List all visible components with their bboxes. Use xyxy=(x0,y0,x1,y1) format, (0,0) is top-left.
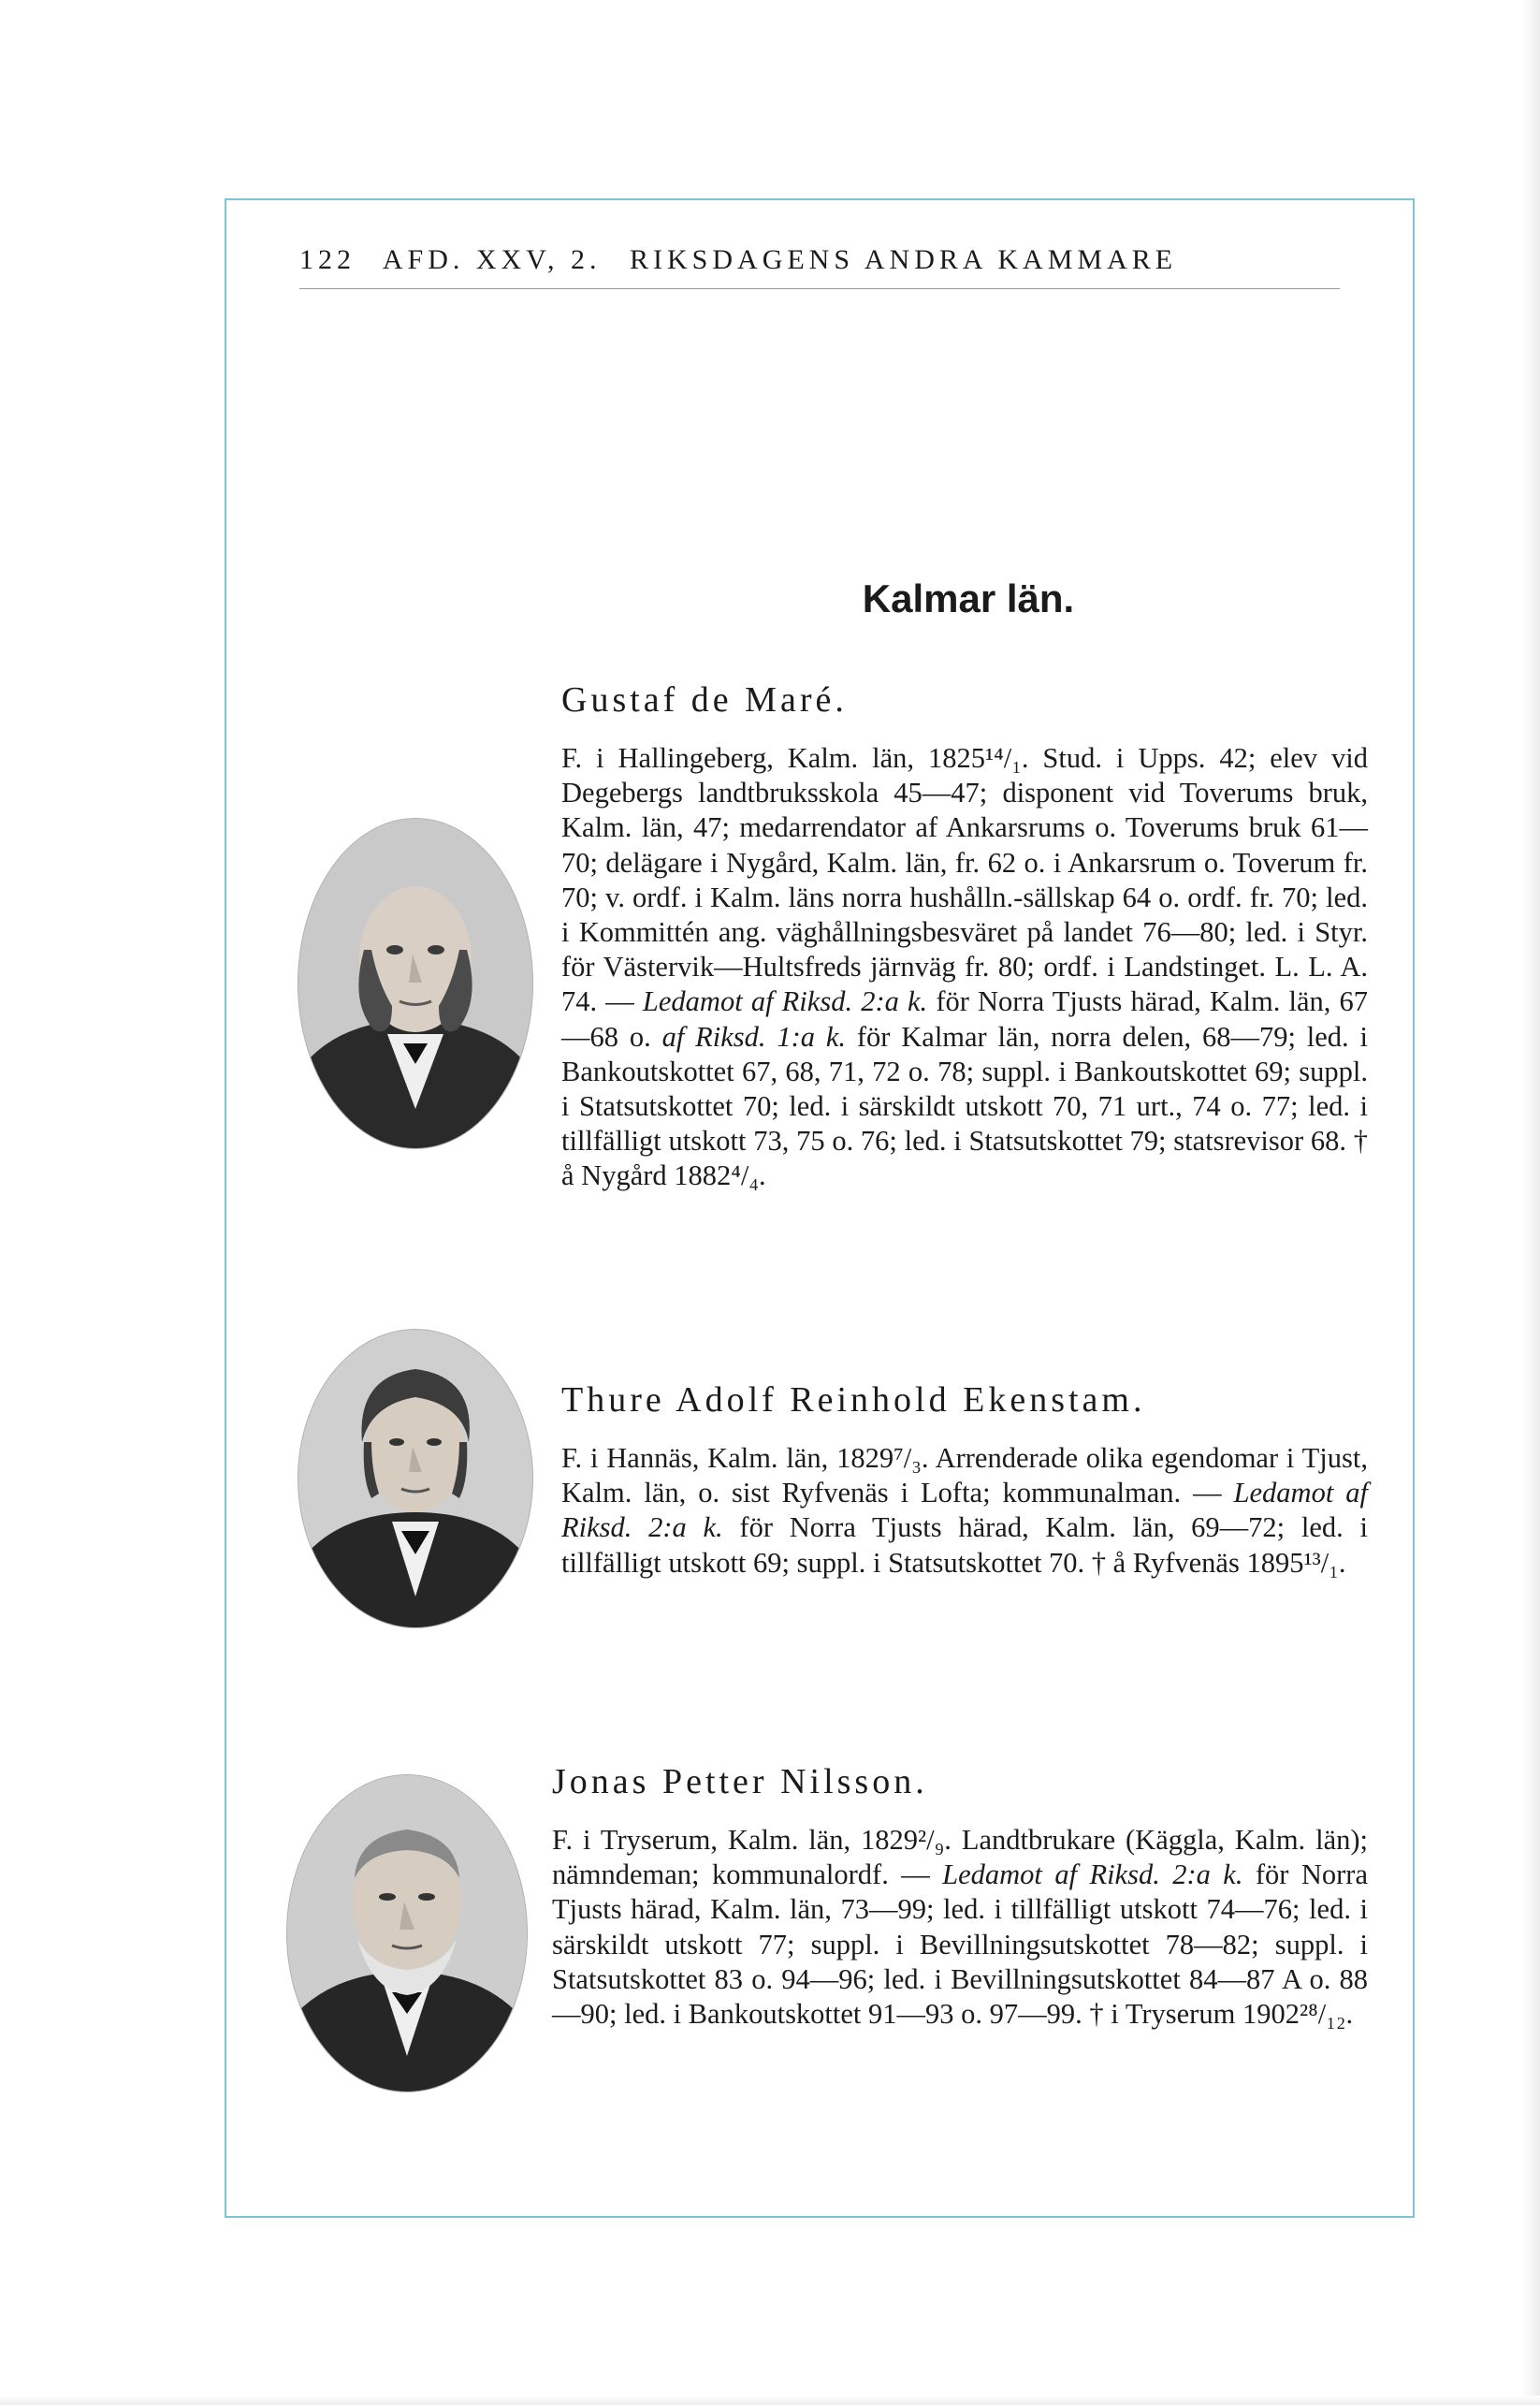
bio-text: för Norra Tjusts härad, Kalm. län, 73—99; led. i tillfälligt utskott 74—76; led. i särskildt utskott 77; suppl. i Bevillningsutskottet 78—82; suppl. i Statsutskottet 83 o. 94—96; led. i Bevillningsutskottet 84—87 A o. 88—90; led. i Bankoutskottet 91—93 o. 97—99. † i Tryserum 1902²⁸/₁₂. xyxy=(552,1858,1368,2031)
portrait-jonas-nilsson xyxy=(286,1774,528,2092)
bio-text: F. i Hannäs, Kalm. län, 1829⁷/₃. Arrenderade olika egendomar i Tjust, Kalm. län, o. sist Ryfvenäs i Lofta; kommunalman. — xyxy=(561,1442,1368,1509)
chamber-title: RIKSDAGENS ANDRA KAMMARE xyxy=(630,244,1178,275)
entry-name: Gustaf de Maré. xyxy=(561,680,848,720)
section-title: Kalmar län. xyxy=(862,576,1075,620)
page-number: 122 xyxy=(299,244,356,275)
entry-jonas-nilsson xyxy=(552,1757,1368,2032)
entry-biography xyxy=(561,741,1368,1194)
section-label: AFD. XXV, 2. xyxy=(382,244,602,275)
portrait-gustaf-de-mare xyxy=(298,818,533,1149)
entry-name: Thure Adolf Reinhold Ekenstam. xyxy=(561,1380,1146,1420)
bio-text: F. i Hallingeberg, Kalm. län, 1825¹⁴/₁. Stud. i Upps. 42; elev vid Degebergs landtbruksskola 45—47; disponent vid Toverums bruk, Kalm. län, 47; medarrendator af Ankarsrums o. Toverums bruk 61—70; delägare i Nygård, Kalm. län, fr. 62 o. i Ankarsrum o. Toverum fr. 70; v. ordf. i Kalm. läns norra hushålln.-sällskap 64 o. ordf. fr. 70; led. i Kommittén ang. väghållningsbesväret på landet 76—80; led. i Styr. för Västervik—Hultsfreds järnväg fr. 80; ordf. i Landstinget. L. L. A. 74. — xyxy=(561,742,1368,1018)
portrait-2-drawing xyxy=(298,1330,532,1627)
portrait-thure-ekenstam xyxy=(298,1329,533,1628)
entry-biography xyxy=(552,1823,1368,2032)
bio-text: för Kalmar län, norra delen, 68—79; led. i Bankoutskottet 67, 68, 71, 72 o. 78; suppl. i Bankoutskottet 69; suppl. i Statsutskottet 70; led. i särskildt utskott 70, 71 urt., 74 o. 77; led. i tillfälligt utskott 73, 75 o. 76; led. i Statsutskottet 79; statsrevisor 68. † å Nygård 1882⁴/₄. xyxy=(561,1020,1369,1192)
bio-text-italic: Ledamot af Riksd. 2:a k. xyxy=(942,1858,1243,1891)
bio-text: för Norra Tjusts härad, Kalm. län, 69—72; led. i tillfälligt utskott 69; suppl. i Statsutskottet 70. † å Ryfvenäs 1895¹³/₁. xyxy=(561,1511,1368,1579)
entry-gustaf-de-mare xyxy=(561,676,1368,1194)
bio-text-italic: Ledamot af Riksd. 2:a k. xyxy=(642,985,928,1018)
bio-text: för Norra Tjusts härad, Kalm. län, 67—68 o. xyxy=(561,985,1369,1053)
bio-text: F. i Tryserum, Kalm. län, 1829²/₉. Landtbrukare (Käggla, Kalm. län); nämndeman; kommunalordf. — xyxy=(552,1824,1368,1891)
entry-name: Jonas Petter Nilsson. xyxy=(552,1762,928,1801)
bio-text-italic: af Riksd. 1:a k. xyxy=(661,1020,847,1053)
page-bottom-shadow xyxy=(0,2396,1540,2405)
entry-thure-ekenstam xyxy=(561,1376,1368,1581)
entry-biography xyxy=(561,1441,1368,1581)
portrait-1-drawing xyxy=(298,819,532,1148)
running-head xyxy=(299,241,1340,289)
page-edge-shadow xyxy=(1521,0,1540,2405)
portrait-3-drawing xyxy=(287,1775,527,2092)
bio-text-italic: Ledamot af Riksd. 2:a k. xyxy=(561,1477,1368,1544)
